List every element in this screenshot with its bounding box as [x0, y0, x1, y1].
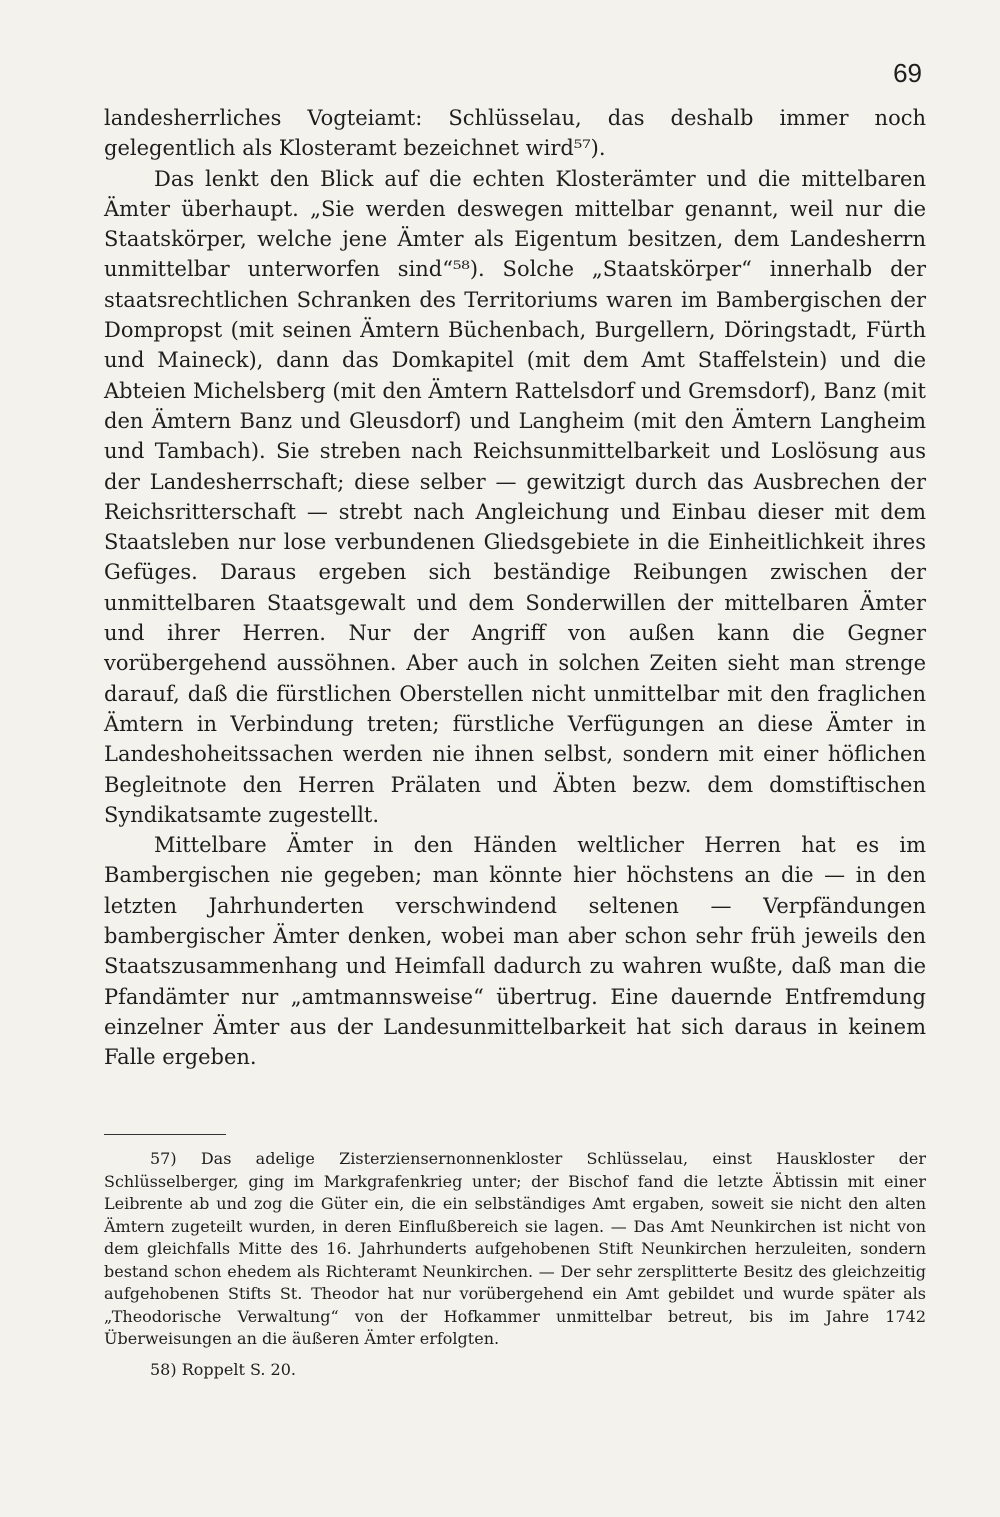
paragraph: Mittelbare Ämter in den Händen weltlicher Herren hat es im Bambergischen nie gegeben; man könnte hier höchstens an die — in den letzten Jahrhunderten verschwindend seltenen — Verpfändungen bambergischer Ämter denken, wobei man aber schon sehr früh jeweils den Staatszusammenhang und Heimfall dadurch zu wahren wußte, daß man die Pfandämter nur „amtmannsweise“ übertrug. Eine dauernde Entfremdung einzelner Ämter aus der Landesunmittelbarkeit hat sich daraus in keinem Falle ergeben.: [104, 833, 926, 1070]
footnote-57: 57) Das adelige Zisterziensernonnenkloster Schlüsselau, einst Hauskloster der Schlüsselberger, ging im Markgrafenkrieg unter; der Bischof fand die letzte Äbtissin mit einer Leibrente ab und zog die Güter ein, die ein selbständiges Amt ergaben, soweit sie nicht den alten Ämtern zugeteilt wurden, in deren Einflußbereich sie lagen. — Das Amt Neunkirchen ist nicht von dem gleichfalls Mitte des 16. Jahrhunderts aufgehobenen Stift Neunkirchen herzuleiten, sondern bestand schon ehedem als Richteramt Neunkirchen. — Der sehr zersplitterte Besitz des gleichzeitig aufgehobenen Stifts St. Theodor hat nur vorübergehend ein Amt gebildet und wurde später als „Theodorische Verwaltung“ von der Hofkammer unmittelbar betreut, bis im Jahre 1742 Überweisungen an die äußeren Ämter erfolgten.: [104, 1149, 926, 1348]
page-number: 69: [893, 58, 922, 88]
footnote-58: 58) Roppelt S. 20.: [150, 1359, 296, 1379]
footnote-divider: [104, 1134, 226, 1135]
main-text: [104, 103, 926, 1073]
footnotes: [104, 1148, 926, 1381]
paragraph: landesherrliches Vogteiamt: Schlüsselau, das deshalb immer noch gelegentlich als Klosteramt bezeichnet wird⁵⁷).: [104, 106, 926, 161]
paragraph: Das lenkt den Blick auf die echten Klosterämter und die mittelbaren Ämter überhaupt. „Sie werden deswegen mittelbar genannt, weil nur die Staatskörper, welche jene Ämter als Eigentum besitzen, dem Landesherrn unmittelbar unterworfen sind“⁵⁸). Solche „Staatskörper“ innerhalb der staatsrechtlichen Schranken des Territoriums waren im Bambergischen der Dompropst (mit seinen Ämtern Büchenbach, Burgellern, Döringstadt, Fürth und Maineck), dann das Domkapitel (mit dem Amt Staffelstein) und die Abteien Michelsberg (mit den Ämtern Rattelsdorf und Gremsdorf), Banz (mit den Ämtern Banz und Gleusdorf) und Langheim (mit den Ämtern Langheim und Tambach). Sie streben nach Reichsunmittelbarkeit und Loslösung aus der Landesherrschaft; diese selber — gewitzigt durch das Ausbrechen der Reichsritterschaft — strebt nach Angleichung und Einbau dieser mit dem Staatsleben nur lose verbundenen Gliedsgebiete in die Einheitlichkeit ihres Gefüges. Daraus ergeben sich beständige Reibungen zwischen der unmittelbaren Staatsgewalt und dem Sonderwillen der mittelbaren Ämter und ihrer Herren. Nur der Angriff von außen kann die Gegner vorübergehend aussöhnen. Aber auch in solchen Zeiten sieht man strenge darauf, daß die fürstlichen Oberstellen nicht unmittelbar mit den fraglichen Ämtern in Verbindung treten; fürstliche Verfügungen an diese Ämter in Landeshoheitssachen werden nie ihnen selbst, sondern mit einer höflichen Begleitnote den Herren Prälaten und Äbten bezw. dem domstiftischen Syndikatsamte zugestellt.: [104, 166, 926, 827]
